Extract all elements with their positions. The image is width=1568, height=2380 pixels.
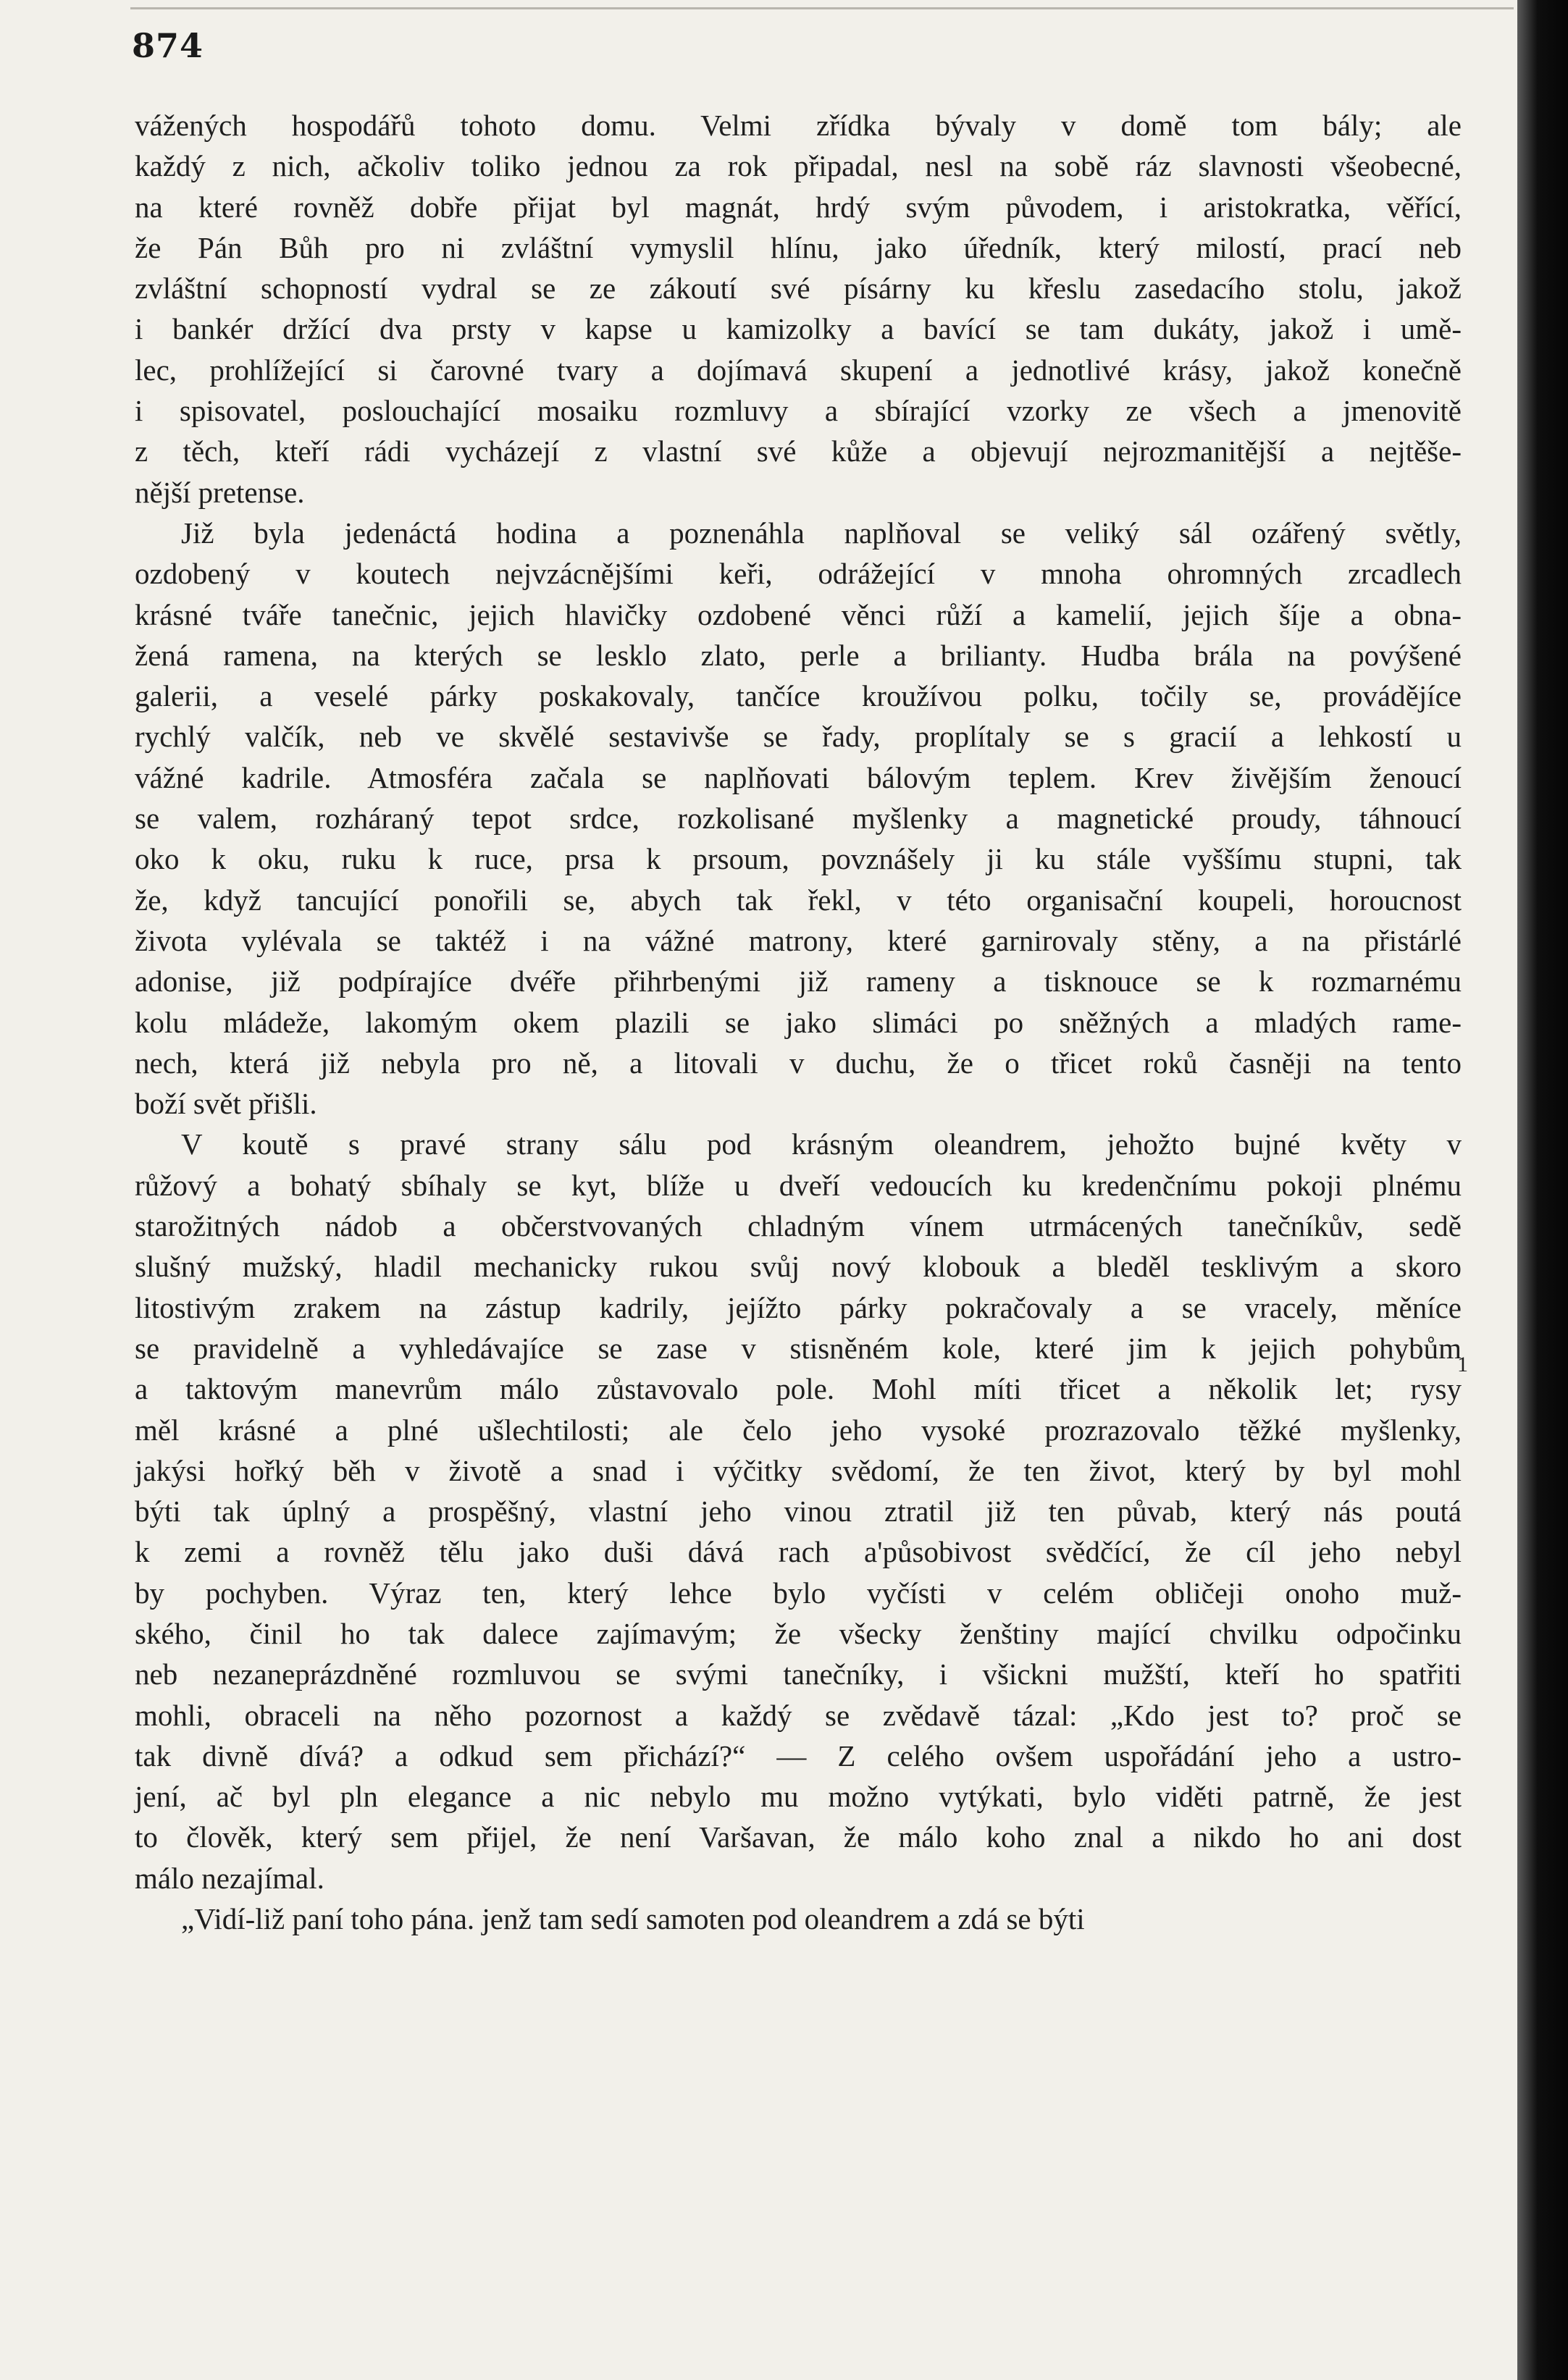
text-line: nější pretense.: [135, 475, 305, 509]
paragraph: [135, 1898, 1462, 1939]
text-line: že Pán Bůh pro ni zvláštní vymyslil hlínu, jako úředník, který milostí, prací neb: [135, 230, 1462, 264]
text-line: jakýsi hořký běh v životě a snad i výčitky svědomí, že ten život, který by byl mohl: [135, 1453, 1462, 1487]
scan-edge: [1517, 0, 1568, 2380]
text-line: i bankér držící dva prsty v kapse u kamizolky a bavící se tam dukáty, jakož i umě-: [135, 312, 1462, 346]
text-line: jení, ač byl pln elegance a nic nebylo mu možno vytýkati, bylo viděti patrně, že jest: [135, 1780, 1462, 1814]
text-line: ského, činil ho tak dalece zajímavým; že všecky ženštiny mající chvilku odpočinku: [135, 1616, 1462, 1650]
text-line: mohli, obraceli na něho pozornost a každý se zvědavě tázal: „Kdo jest to? proč se: [135, 1698, 1462, 1732]
text-line: i spisovatel, poslouchající mosaiku rozmluvy a sbírající vzorky ze všech a jmenovitě: [135, 394, 1462, 428]
text-line: kolu mládeže, lakomým okem plazili se jako slimáci po sněžných a mladých rame-: [135, 1005, 1462, 1039]
body-text: [135, 105, 1462, 1939]
text-line: na které rovněž dobře přijat byl magnát, hrdý svým původem, i aristokratka, věřící,: [135, 190, 1462, 224]
paragraph: [135, 513, 1462, 1124]
text-line: a taktovým manevrům málo zůstavovalo pole. Mohl míti třicet a několik let; rysy: [135, 1372, 1462, 1406]
text-line: to člověk, který sem přijel, že není Varšavan, že málo koho znal a nikdo ho ani dost: [135, 1820, 1462, 1854]
text-line: zvláštní schopností vydral se ze zákoutí své písárny ku křeslu zasedacího stolu, jakož: [135, 272, 1462, 306]
text-line: rychlý valčík, neb ve skvělé sestavivše se řady, proplítaly se s gracií a lehkostí u: [135, 720, 1462, 754]
text-line: každý z nich, ačkoliv toliko jednou za rok připadal, nesl na sobě ráz slavnosti všeobecné,: [135, 149, 1462, 183]
text-line: „Vidí-liž paní toho pána. jenž tam sedí samoten pod oleandrem a zdá se býti: [181, 1902, 1085, 1936]
text-line: Již byla jedenáctá hodina a poznenáhla naplňoval se veliký sál ozářený světly,: [181, 516, 1462, 550]
text-line: krásné tváře tanečnic, jejich hlavičky ozdobené věnci růží a kamelií, jejich šíje a obna-: [135, 597, 1462, 631]
text-line: oko k oku, ruku k ruce, prsa k prsoum, povznášely ji ku stále vyššímu stupni, tak: [135, 842, 1462, 876]
text-line: se pravidelně a vyhledávajíce se zase v stisněném kole, které jim k jejich pohybům: [135, 1331, 1462, 1365]
text-line: života vylévala se taktéž i na vážné matrony, které garnirovaly stěny, a na přistárlé: [135, 923, 1462, 957]
text-line: vážné kadrile. Atmosféra začala se naplňovati bálovým teplem. Krev živějším ženoucí: [135, 760, 1462, 794]
text-line: nech, která již nebyla pro ně, a litovali v duchu, že o třicet roků časněji na tento: [135, 1046, 1462, 1080]
text-line: adonise, již podpírajíce dvéře přihrbenými již rameny a tisknouce se k rozmarnému: [135, 964, 1462, 998]
text-line: boží svět přišli.: [135, 1087, 317, 1121]
text-line: tak divně dívá? a odkud sem přichází?“ — Z celého ovšem uspořádání jeho a ustro-: [135, 1738, 1462, 1773]
text-line: litostivým zrakem na zástup kadrily, jejížto párky pokračovaly a se vracely, měníce: [135, 1290, 1462, 1324]
text-line: neb nezaneprázdněné rozmluvou se svými tanečníky, i všickni mužští, kteří ho spatřiti: [135, 1657, 1462, 1691]
text-line: by pochyben. Výraz ten, který lehce bylo vyčísti v celém obličeji onoho muž-: [135, 1576, 1462, 1610]
page-number: 874: [132, 26, 204, 65]
text-line: k zemi a rovněž tělu jako duši dává rach a'působivost svědčící, že cíl jeho nebyl: [135, 1535, 1462, 1569]
text-line: žená ramena, na kterých se lesklo zlato, perle a brilianty. Hudba brála na povýšené: [135, 638, 1462, 672]
text-line: lec, prohlížející si čarovné tvary a dojímavá skupení a jednotlivé krásy, jakož konečně: [135, 353, 1462, 387]
text-line: galerii, a veselé párky poskakovaly, tančíce kroužívou polku, točily se, provádějíce: [135, 679, 1462, 713]
text-line: se valem, rozháraný tepot srdce, rozkolisané myšlenky a magnetické proudy, táhnoucí: [135, 802, 1462, 836]
text-line: V koutě s pravé strany sálu pod krásným oleandrem, jehožto bujné květy v: [181, 1127, 1462, 1161]
top-rule: [130, 7, 1514, 9]
text-line: starožitných nádob a občerstvovaných chladným vínem utrmácených tanečníkův, sedě: [135, 1209, 1462, 1243]
text-line: růžový a bohatý sbíhaly se kyt, blíže u dveří vedoucích ku kredenčnímu pokoji plnému: [135, 1168, 1462, 1202]
paragraph: [135, 1124, 1462, 1898]
text-line: vážených hospodářů tohoto domu. Velmi zřídka bývaly v domě tom bály; ale: [135, 109, 1462, 142]
text-line: málo nezajímal.: [135, 1861, 324, 1895]
paragraph: [135, 105, 1462, 513]
text-line: že, když tancující ponořili se, abych tak řekl, v této organisační koupeli, horoucnost: [135, 883, 1462, 917]
text-line: slušný mužský, hladil mechanicky rukou svůj nový klobouk a bleděl tesklivým a skoro: [135, 1250, 1462, 1284]
text-line: ozdobený v koutech nejvzácnějšími keři, odrážející v mnoha ohromných zrcadlech: [135, 557, 1462, 591]
text-line: býti tak úplný a prospěšný, vlastní jeho vinou ztratil již ten půvab, který nás poutá: [135, 1494, 1462, 1529]
footnote-marker: 1: [1457, 1353, 1468, 1376]
text-line: z těch, kteří rádi vycházejí z vlastní své kůže a objevují nejrozmanitější a nejtěše-: [135, 434, 1462, 468]
text-line: měl krásné a plné ušlechtilosti; ale čelo jeho vysoké prozrazovalo těžké myšlenky,: [135, 1413, 1462, 1447]
